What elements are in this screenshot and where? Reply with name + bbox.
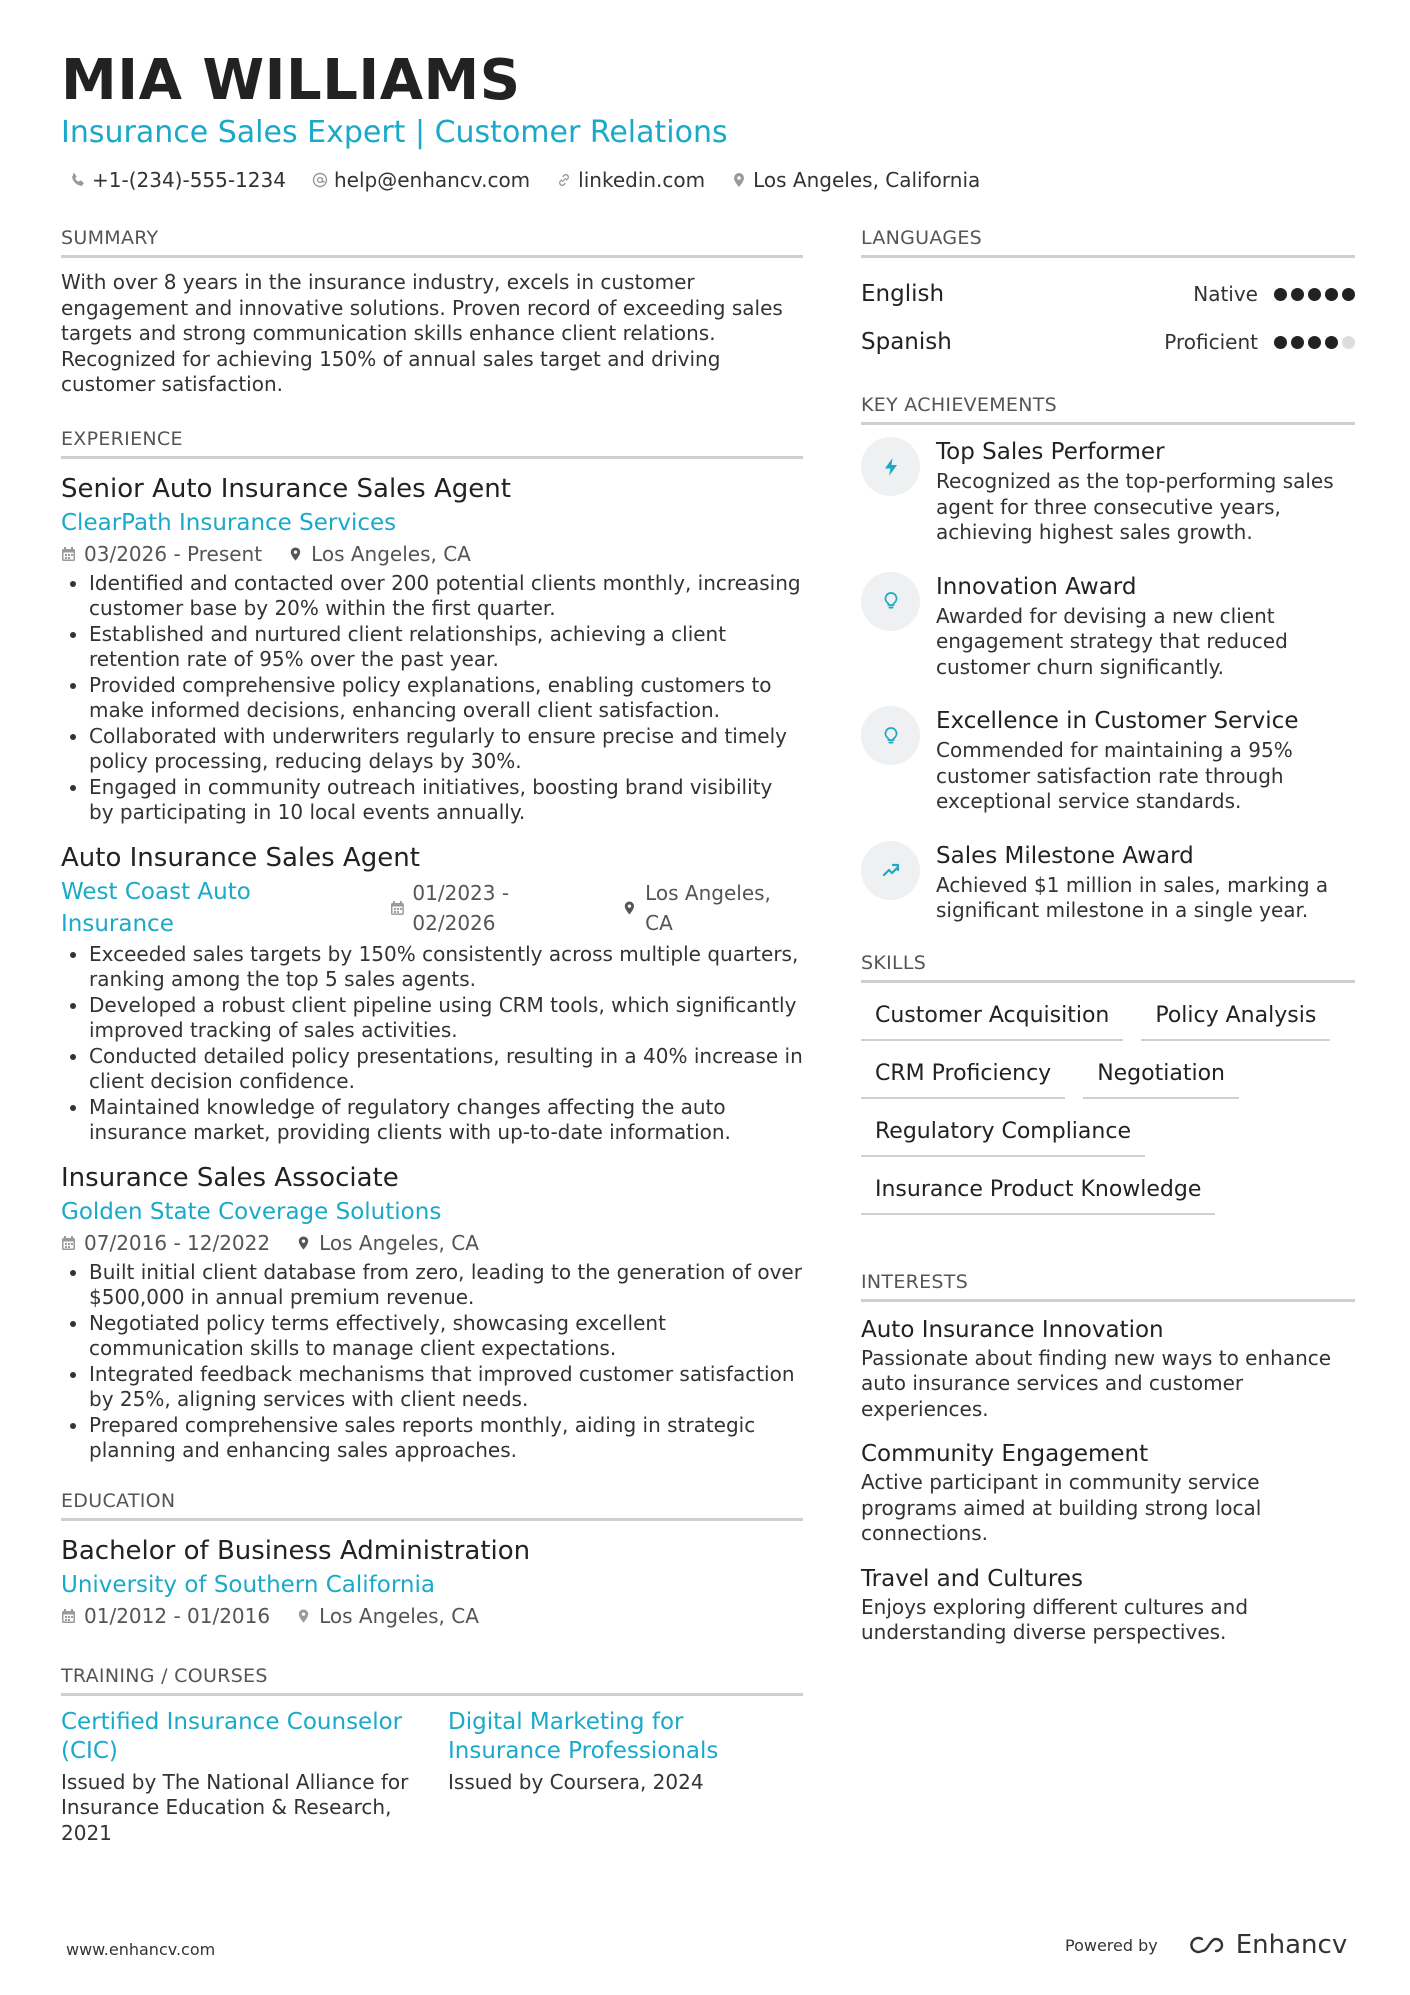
experience-section xyxy=(61,426,803,1464)
job-bullets xyxy=(61,571,803,826)
achievement-badge xyxy=(861,437,920,496)
achievement-item xyxy=(861,706,1355,815)
language-proficiency xyxy=(1164,330,1355,354)
job-location xyxy=(296,1228,479,1258)
training-item xyxy=(448,1708,803,1847)
job-dates xyxy=(61,1228,270,1258)
summary-heading: SUMMARY xyxy=(61,225,803,258)
calendar-icon xyxy=(390,900,405,916)
training-heading: TRAINING / COURSES xyxy=(61,1663,803,1696)
language-row xyxy=(861,318,1355,366)
school-name: University of Southern California xyxy=(61,1571,435,1598)
calendar-icon xyxy=(61,1235,76,1251)
skills-section xyxy=(861,950,1355,1215)
filled-dot xyxy=(1325,288,1338,301)
languages-heading: LANGUAGES xyxy=(861,225,1355,258)
education-dates xyxy=(61,1601,270,1631)
training-desc: Issued by Coursera, 2024 xyxy=(448,1769,704,1794)
interests-section xyxy=(861,1269,1355,1646)
bullet: • Exceeded sales targets by 150% consistently across multiple quarters, ranking among the top 5 sales agents. xyxy=(89,942,803,993)
interest-desc: Passionate about finding new ways to enhance auto insurance services and customer experiences. xyxy=(861,1345,1332,1421)
filled-dot xyxy=(1291,336,1304,349)
achievement-title: Excellence in Customer Service xyxy=(936,708,1299,734)
location-pin-icon xyxy=(288,546,303,562)
location-text: Los Angeles, CA xyxy=(645,880,771,935)
language-level: Native xyxy=(1193,282,1258,306)
achievement-desc: Awarded for devising a new client engagement strategy that reduced customer churn significantly. xyxy=(936,603,1288,679)
bullet: • Provided comprehensive policy explanations, enabling customers to make informed decisions, enhancing overall client satisfaction. xyxy=(89,673,803,724)
summary-text: With over 8 years in the insurance industry, excels in customer engagement and innovative solutions. Proven record of exceeding sales targets and strong communication skills enhance client relations. Recognized for achieving 150% of annual sales target and driving customer satisfaction. xyxy=(61,270,783,396)
calendar-icon xyxy=(61,546,76,562)
dates-text: 03/2026 - Present xyxy=(84,541,263,566)
filled-dot xyxy=(1274,288,1287,301)
brand-name: Enhancv xyxy=(1235,1930,1348,1960)
job-bullets xyxy=(61,942,803,1146)
location-pin-icon xyxy=(296,1608,311,1624)
language-name: English xyxy=(861,281,945,307)
job-meta-details xyxy=(390,878,803,938)
job-meta xyxy=(61,539,803,569)
skill-tag: CRM Proficiency xyxy=(861,1053,1065,1099)
footer-branding xyxy=(1065,1930,1347,1960)
location-pin-icon xyxy=(622,900,637,916)
language-proficiency xyxy=(1193,282,1355,306)
achievement-item xyxy=(861,841,1355,924)
job-title: Senior Auto Insurance Sales Agent xyxy=(61,473,511,504)
bullet: • Collaborated with underwriters regularly to ensure precise and timely policy processing, reducing delays by 30%. xyxy=(89,724,803,775)
candidate-name: MIA WILLIAMS xyxy=(61,48,521,113)
experience-heading: EXPERIENCE xyxy=(61,426,803,459)
achievement-body xyxy=(936,706,1355,815)
job-title: Insurance Sales Associate xyxy=(61,1162,399,1193)
calendar-icon xyxy=(61,1608,76,1624)
lightbulb-icon xyxy=(880,725,902,747)
lightning-icon xyxy=(880,456,902,478)
achievement-desc: Commended for maintaining a 95% customer satisfaction rate through exceptional service standards. xyxy=(936,738,1293,813)
location-pin-icon xyxy=(296,1235,311,1251)
skill-tag: Customer Acquisition xyxy=(861,995,1123,1041)
experience-entry xyxy=(61,471,803,826)
achievement-item xyxy=(861,437,1355,546)
language-name: Spanish xyxy=(861,329,952,355)
bullet: • Built initial client database from zero, leading to the generation of over $500,000 in annual premium revenue. xyxy=(89,1260,803,1311)
experience-entry xyxy=(61,1160,803,1464)
interests-heading: INTERESTS xyxy=(861,1269,1355,1302)
lightbulb-icon xyxy=(880,590,902,612)
company-name: West Coast Auto Insurance xyxy=(61,878,251,937)
at-icon xyxy=(312,172,328,188)
job-dates xyxy=(390,878,597,938)
dates-text: 07/2016 - 12/2022 xyxy=(84,1230,271,1255)
bullet: • Prepared comprehensive sales reports monthly, aiding in strategic planning and enhancing sales approaches. xyxy=(89,1413,803,1464)
interest-item xyxy=(861,1314,1355,1423)
summary-section xyxy=(61,225,803,398)
contact-bar xyxy=(70,166,980,194)
training-title: Certified Insurance Counselor (CIC) xyxy=(61,1708,403,1764)
languages-section xyxy=(861,225,1355,366)
job-meta xyxy=(61,1228,803,1258)
bullet: • Maintained knowledge of regulatory changes affecting the auto insurance market, providing clients with up-to-date information. xyxy=(89,1095,803,1146)
bullet: • Negotiated policy terms effectively, showcasing excellent communication skills to manage client expectations. xyxy=(89,1311,803,1362)
achievement-title: Sales Milestone Award xyxy=(936,842,1194,869)
location-pin-icon xyxy=(731,172,747,188)
skill-tag: Regulatory Compliance xyxy=(861,1111,1145,1157)
phone-icon xyxy=(70,172,86,188)
skill-tag: Negotiation xyxy=(1083,1053,1239,1099)
skill-tag: Insurance Product Knowledge xyxy=(861,1169,1215,1215)
training-desc: Issued by The National Alliance for Insurance Education & Research, 2021 xyxy=(61,1769,409,1845)
training-section xyxy=(61,1663,803,1847)
education-section xyxy=(61,1488,803,1631)
contact-phone[interactable] xyxy=(70,166,286,194)
achievements-section xyxy=(861,392,1355,924)
education-heading: EDUCATION xyxy=(61,1488,803,1521)
achievement-body xyxy=(936,841,1355,924)
interest-desc: Enjoys exploring different cultures and understanding diverse perspectives. xyxy=(861,1594,1249,1644)
training-item xyxy=(61,1708,416,1847)
training-list xyxy=(61,1708,803,1847)
location-text: Los Angeles, CA xyxy=(311,541,471,566)
filled-dot xyxy=(1308,288,1321,301)
bullet: • Integrated feedback mechanisms that improved customer satisfaction by 25%, aligning services with client needs. xyxy=(89,1362,803,1413)
achievement-item xyxy=(861,572,1355,681)
achievement-badge xyxy=(861,572,920,631)
company-name: ClearPath Insurance Services xyxy=(61,509,397,536)
achievement-desc: Achieved $1 million in sales, marking a significant milestone in a single year. xyxy=(936,872,1329,922)
skills-list xyxy=(861,995,1355,1215)
degree: Bachelor of Business Administration xyxy=(61,1535,531,1566)
achievements-heading: KEY ACHIEVEMENTS xyxy=(861,392,1355,425)
interest-desc: Active participant in community service programs aimed at building strong local connections. xyxy=(861,1470,1262,1545)
experience-entry xyxy=(61,840,803,1146)
training-title: Digital Marketing for Insurance Professionals xyxy=(448,1708,719,1764)
job-location xyxy=(288,539,471,569)
dates-text: 01/2012 - 01/2016 xyxy=(84,1603,271,1628)
powered-by-text: Powered by xyxy=(1065,1935,1158,1955)
proficiency-dots xyxy=(1274,288,1355,301)
location-text: Los Angeles, California xyxy=(753,168,981,192)
filled-dot xyxy=(1325,336,1338,349)
achievement-badge xyxy=(861,841,920,900)
phone-text: +1-(234)-555-1234 xyxy=(92,168,286,192)
interest-title: Travel and Cultures xyxy=(861,1565,1083,1592)
candidate-title: Insurance Sales Expert | Customer Relations xyxy=(61,115,728,150)
contact-location xyxy=(731,166,980,194)
empty-dot xyxy=(1342,336,1355,349)
dates-text: 01/2023 - 02/2026 xyxy=(412,880,510,935)
location-text: Los Angeles, CA xyxy=(319,1603,479,1628)
footer-website[interactable]: www.enhancv.com xyxy=(66,1940,216,1959)
filled-dot xyxy=(1274,336,1287,349)
skills-heading: SKILLS xyxy=(861,950,1355,983)
education-meta xyxy=(61,1601,803,1631)
job-title: Auto Insurance Sales Agent xyxy=(61,842,420,873)
company-name: Golden State Coverage Solutions xyxy=(61,1198,442,1225)
filled-dot xyxy=(1291,288,1304,301)
bullet: • Engaged in community outreach initiatives, boosting brand visibility by participating in 10 local events annually. xyxy=(89,775,803,826)
location-text: Los Angeles, CA xyxy=(319,1230,479,1255)
language-level: Proficient xyxy=(1164,330,1258,354)
link-icon xyxy=(556,172,572,188)
job-location xyxy=(622,878,803,938)
achievement-desc: Recognized as the top-performing sales agent for three consecutive years, achieving highest sales growth. xyxy=(936,469,1334,544)
enhancv-logo-icon xyxy=(1184,1933,1228,1957)
bullet: • Identified and contacted over 200 potential clients monthly, increasing customer base by 20% within the first quarter. xyxy=(89,571,803,622)
achievement-badge xyxy=(861,706,920,765)
education-location xyxy=(296,1601,479,1631)
left-column xyxy=(61,225,803,1846)
email-text: help@enhancv.com xyxy=(333,168,531,192)
job-meta xyxy=(61,876,803,940)
trend-arrow-icon xyxy=(880,859,902,881)
skill-tag: Policy Analysis xyxy=(1141,995,1330,1041)
achievement-body xyxy=(936,437,1355,546)
language-row xyxy=(861,270,1355,318)
interest-title: Auto Insurance Innovation xyxy=(861,1316,1164,1343)
job-bullets xyxy=(61,1260,803,1464)
interest-item xyxy=(861,1438,1355,1547)
contact-email[interactable] xyxy=(312,166,530,194)
achievement-title: Top Sales Performer xyxy=(936,439,1165,465)
contact-linkedin[interactable] xyxy=(556,166,705,194)
interest-title: Community Engagement xyxy=(861,1441,1149,1467)
filled-dot xyxy=(1342,288,1355,301)
enhancv-logo[interactable] xyxy=(1184,1930,1347,1960)
interest-item xyxy=(861,1563,1355,1646)
linkedin-text: linkedin.com xyxy=(578,168,706,192)
achievement-title: Innovation Award xyxy=(936,573,1137,600)
job-dates xyxy=(61,539,262,569)
right-column xyxy=(861,225,1355,1662)
achievement-body xyxy=(936,572,1355,681)
proficiency-dots xyxy=(1274,336,1355,349)
bullet: • Developed a robust client pipeline using CRM tools, which significantly improved tracking of sales activities. xyxy=(89,993,803,1044)
bullet: • Established and nurtured client relationships, achieving a client retention rate of 95% over the past year. xyxy=(89,622,803,673)
filled-dot xyxy=(1308,336,1321,349)
bullet: • Conducted detailed policy presentations, resulting in a 40% increase in client decision confidence. xyxy=(89,1044,803,1095)
